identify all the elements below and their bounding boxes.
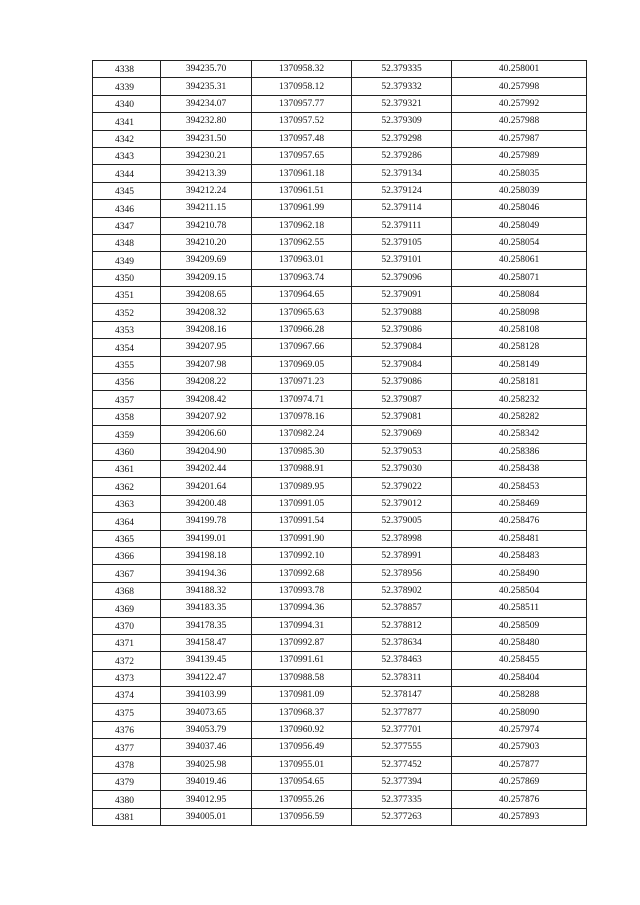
y-coordinate-cell: 1370982.24: [252, 426, 352, 443]
table-row: [93, 61, 587, 78]
latitude-cell: 52.377335: [352, 791, 452, 808]
longitude-cell: 40.258504: [452, 582, 587, 599]
latitude-cell: 52.379053: [352, 443, 452, 460]
table-row: [93, 391, 587, 408]
table-row: [93, 721, 587, 738]
longitude-cell: 40.258098: [452, 304, 587, 321]
x-coordinate-cell: 394019.46: [161, 774, 252, 791]
table-row: [93, 339, 587, 356]
latitude-cell: 52.379084: [352, 339, 452, 356]
latitude-cell: 52.378463: [352, 652, 452, 669]
longitude-cell: 40.258149: [452, 356, 587, 373]
table-row: [93, 513, 587, 530]
y-coordinate-cell: 1370957.48: [252, 130, 352, 147]
point-number-cell: 4375: [93, 704, 161, 721]
point-number-cell: 4359: [93, 426, 161, 443]
y-coordinate-cell: 1370978.16: [252, 408, 352, 425]
y-coordinate-cell: 1370991.61: [252, 652, 352, 669]
point-number-cell: 4364: [93, 513, 161, 530]
table-row: [93, 252, 587, 269]
latitude-cell: 52.379005: [352, 513, 452, 530]
y-coordinate-cell: 1370956.59: [252, 808, 352, 825]
table-row: [93, 547, 587, 564]
longitude-cell: 40.258128: [452, 339, 587, 356]
longitude-cell: 40.258490: [452, 565, 587, 582]
table-row: [93, 495, 587, 512]
latitude-cell: 52.379088: [352, 304, 452, 321]
x-coordinate-cell: 394232.80: [161, 113, 252, 130]
table-row: [93, 147, 587, 164]
latitude-cell: 52.379309: [352, 113, 452, 130]
x-coordinate-cell: 394012.95: [161, 791, 252, 808]
point-number-cell: 4380: [93, 791, 161, 808]
x-coordinate-cell: 394231.50: [161, 130, 252, 147]
point-number-cell: 4361: [93, 460, 161, 477]
table-row: [93, 95, 587, 112]
y-coordinate-cell: 1370961.51: [252, 182, 352, 199]
y-coordinate-cell: 1370993.78: [252, 582, 352, 599]
longitude-cell: 40.257974: [452, 721, 587, 738]
latitude-cell: 52.379111: [352, 217, 452, 234]
latitude-cell: 52.377452: [352, 756, 452, 773]
point-number-cell: 4340: [93, 95, 161, 112]
y-coordinate-cell: 1370989.95: [252, 478, 352, 495]
y-coordinate-cell: 1370985.30: [252, 443, 352, 460]
table-row: [93, 113, 587, 130]
x-coordinate-cell: 394207.98: [161, 356, 252, 373]
x-coordinate-cell: 394208.65: [161, 287, 252, 304]
longitude-cell: 40.258386: [452, 443, 587, 460]
point-number-cell: 4377: [93, 739, 161, 756]
latitude-cell: 52.379087: [352, 391, 452, 408]
x-coordinate-cell: 394208.22: [161, 374, 252, 391]
y-coordinate-cell: 1370994.31: [252, 617, 352, 634]
x-coordinate-cell: 394234.07: [161, 95, 252, 112]
point-number-cell: 4365: [93, 530, 161, 547]
latitude-cell: 52.379012: [352, 495, 452, 512]
latitude-cell: 52.379086: [352, 374, 452, 391]
point-number-cell: 4352: [93, 304, 161, 321]
latitude-cell: 52.379069: [352, 426, 452, 443]
x-coordinate-cell: 394212.24: [161, 182, 252, 199]
y-coordinate-cell: 1370962.55: [252, 234, 352, 251]
y-coordinate-cell: 1370960.92: [252, 721, 352, 738]
x-coordinate-cell: 394200.48: [161, 495, 252, 512]
table-row: [93, 78, 587, 95]
latitude-cell: 52.379081: [352, 408, 452, 425]
x-coordinate-cell: 394199.01: [161, 530, 252, 547]
point-number-cell: 4355: [93, 356, 161, 373]
x-coordinate-cell: 394005.01: [161, 808, 252, 825]
longitude-cell: 40.257992: [452, 95, 587, 112]
x-coordinate-cell: 394198.18: [161, 547, 252, 564]
x-coordinate-cell: 394158.47: [161, 634, 252, 651]
table-row: [93, 530, 587, 547]
latitude-cell: 52.379286: [352, 147, 452, 164]
y-coordinate-cell: 1370968.37: [252, 704, 352, 721]
table-row: [93, 426, 587, 443]
table-row: [93, 652, 587, 669]
y-coordinate-cell: 1370957.77: [252, 95, 352, 112]
longitude-cell: 40.258282: [452, 408, 587, 425]
y-coordinate-cell: 1370961.18: [252, 165, 352, 182]
x-coordinate-cell: 394210.20: [161, 234, 252, 251]
longitude-cell: 40.258455: [452, 652, 587, 669]
longitude-cell: 40.257876: [452, 791, 587, 808]
x-coordinate-cell: 394207.95: [161, 339, 252, 356]
latitude-cell: 52.379134: [352, 165, 452, 182]
x-coordinate-cell: 394208.42: [161, 391, 252, 408]
latitude-cell: 52.379124: [352, 182, 452, 199]
table-row: [93, 704, 587, 721]
point-number-cell: 4381: [93, 808, 161, 825]
table-row: [93, 478, 587, 495]
table-row: [93, 687, 587, 704]
point-number-cell: 4366: [93, 547, 161, 564]
point-number-cell: 4338: [93, 61, 161, 78]
longitude-cell: 40.257893: [452, 808, 587, 825]
latitude-cell: 52.379084: [352, 356, 452, 373]
y-coordinate-cell: 1370991.05: [252, 495, 352, 512]
x-coordinate-cell: 394202.44: [161, 460, 252, 477]
longitude-cell: 40.257877: [452, 756, 587, 773]
latitude-cell: 52.378857: [352, 600, 452, 617]
point-number-cell: 4369: [93, 600, 161, 617]
latitude-cell: 52.378812: [352, 617, 452, 634]
latitude-cell: 52.379101: [352, 252, 452, 269]
point-number-cell: 4370: [93, 617, 161, 634]
point-number-cell: 4356: [93, 374, 161, 391]
y-coordinate-cell: 1370981.09: [252, 687, 352, 704]
latitude-cell: 52.379332: [352, 78, 452, 95]
y-coordinate-cell: 1370969.05: [252, 356, 352, 373]
table-row: [93, 182, 587, 199]
y-coordinate-cell: 1370992.10: [252, 547, 352, 564]
longitude-cell: 40.258342: [452, 426, 587, 443]
x-coordinate-cell: 394053.79: [161, 721, 252, 738]
x-coordinate-cell: 394209.15: [161, 269, 252, 286]
latitude-cell: 52.379321: [352, 95, 452, 112]
x-coordinate-cell: 394139.45: [161, 652, 252, 669]
longitude-cell: 40.258404: [452, 669, 587, 686]
table-row: [93, 565, 587, 582]
latitude-cell: 52.378902: [352, 582, 452, 599]
x-coordinate-cell: 394230.21: [161, 147, 252, 164]
y-coordinate-cell: 1370965.63: [252, 304, 352, 321]
table-row: [93, 634, 587, 651]
point-number-cell: 4351: [93, 287, 161, 304]
point-number-cell: 4345: [93, 182, 161, 199]
longitude-cell: 40.258511: [452, 600, 587, 617]
table-row: [93, 739, 587, 756]
latitude-cell: 52.378991: [352, 547, 452, 564]
point-number-cell: 4357: [93, 391, 161, 408]
point-number-cell: 4347: [93, 217, 161, 234]
latitude-cell: 52.378311: [352, 669, 452, 686]
point-number-cell: 4346: [93, 200, 161, 217]
longitude-cell: 40.258288: [452, 687, 587, 704]
longitude-cell: 40.258483: [452, 547, 587, 564]
x-coordinate-cell: 394178.35: [161, 617, 252, 634]
latitude-cell: 52.377555: [352, 739, 452, 756]
point-number-cell: 4344: [93, 165, 161, 182]
latitude-cell: 52.377263: [352, 808, 452, 825]
y-coordinate-cell: 1370957.52: [252, 113, 352, 130]
x-coordinate-cell: 394204.90: [161, 443, 252, 460]
latitude-cell: 52.379086: [352, 321, 452, 338]
y-coordinate-cell: 1370961.99: [252, 200, 352, 217]
x-coordinate-cell: 394122.47: [161, 669, 252, 686]
y-coordinate-cell: 1370956.49: [252, 739, 352, 756]
x-coordinate-cell: 394194.36: [161, 565, 252, 582]
longitude-cell: 40.258509: [452, 617, 587, 634]
latitude-cell: 52.379298: [352, 130, 452, 147]
x-coordinate-cell: 394208.16: [161, 321, 252, 338]
latitude-cell: 52.379096: [352, 269, 452, 286]
point-number-cell: 4353: [93, 321, 161, 338]
x-coordinate-cell: 394025.98: [161, 756, 252, 773]
latitude-cell: 52.378147: [352, 687, 452, 704]
point-number-cell: 4379: [93, 774, 161, 791]
latitude-cell: 52.378998: [352, 530, 452, 547]
point-number-cell: 4367: [93, 565, 161, 582]
point-number-cell: 4376: [93, 721, 161, 738]
y-coordinate-cell: 1370988.58: [252, 669, 352, 686]
table-row: [93, 600, 587, 617]
latitude-cell: 52.377877: [352, 704, 452, 721]
latitude-cell: 52.379030: [352, 460, 452, 477]
longitude-cell: 40.258035: [452, 165, 587, 182]
x-coordinate-cell: 394209.69: [161, 252, 252, 269]
latitude-cell: 52.377701: [352, 721, 452, 738]
table-row: [93, 443, 587, 460]
x-coordinate-cell: 394235.31: [161, 78, 252, 95]
table-row: [93, 669, 587, 686]
y-coordinate-cell: 1370974.71: [252, 391, 352, 408]
point-number-cell: 4362: [93, 478, 161, 495]
coordinates-table-body: [93, 61, 587, 826]
point-number-cell: 4374: [93, 687, 161, 704]
x-coordinate-cell: 394208.32: [161, 304, 252, 321]
table-row: [93, 808, 587, 825]
longitude-cell: 40.258046: [452, 200, 587, 217]
x-coordinate-cell: 394183.35: [161, 600, 252, 617]
table-row: [93, 269, 587, 286]
y-coordinate-cell: 1370966.28: [252, 321, 352, 338]
point-number-cell: 4341: [93, 113, 161, 130]
point-number-cell: 4343: [93, 147, 161, 164]
longitude-cell: 40.258108: [452, 321, 587, 338]
longitude-cell: 40.258061: [452, 252, 587, 269]
point-number-cell: 4350: [93, 269, 161, 286]
table-row: [93, 374, 587, 391]
longitude-cell: 40.258481: [452, 530, 587, 547]
table-row: [93, 130, 587, 147]
table-row: [93, 756, 587, 773]
x-coordinate-cell: 394073.65: [161, 704, 252, 721]
latitude-cell: 52.379335: [352, 61, 452, 78]
table-row: [93, 234, 587, 251]
longitude-cell: 40.257869: [452, 774, 587, 791]
table-row: [93, 200, 587, 217]
point-number-cell: 4378: [93, 756, 161, 773]
latitude-cell: 52.379105: [352, 234, 452, 251]
table-row: [93, 287, 587, 304]
table-row: [93, 582, 587, 599]
table-row: [93, 321, 587, 338]
longitude-cell: 40.258084: [452, 287, 587, 304]
coordinates-table: [92, 60, 587, 826]
y-coordinate-cell: 1370958.12: [252, 78, 352, 95]
longitude-cell: 40.258469: [452, 495, 587, 512]
point-number-cell: 4358: [93, 408, 161, 425]
table-row: [93, 217, 587, 234]
longitude-cell: 40.258476: [452, 513, 587, 530]
y-coordinate-cell: 1370994.36: [252, 600, 352, 617]
y-coordinate-cell: 1370992.68: [252, 565, 352, 582]
latitude-cell: 52.378956: [352, 565, 452, 582]
x-coordinate-cell: 394210.78: [161, 217, 252, 234]
y-coordinate-cell: 1370991.90: [252, 530, 352, 547]
y-coordinate-cell: 1370991.54: [252, 513, 352, 530]
longitude-cell: 40.258453: [452, 478, 587, 495]
longitude-cell: 40.258039: [452, 182, 587, 199]
x-coordinate-cell: 394213.39: [161, 165, 252, 182]
latitude-cell: 52.379091: [352, 287, 452, 304]
point-number-cell: 4354: [93, 339, 161, 356]
longitude-cell: 40.258181: [452, 374, 587, 391]
x-coordinate-cell: 394037.46: [161, 739, 252, 756]
x-coordinate-cell: 394206.60: [161, 426, 252, 443]
longitude-cell: 40.258054: [452, 234, 587, 251]
point-number-cell: 4360: [93, 443, 161, 460]
y-coordinate-cell: 1370962.18: [252, 217, 352, 234]
longitude-cell: 40.257989: [452, 147, 587, 164]
longitude-cell: 40.257988: [452, 113, 587, 130]
x-coordinate-cell: 394103.99: [161, 687, 252, 704]
table-row: [93, 165, 587, 182]
y-coordinate-cell: 1370988.91: [252, 460, 352, 477]
y-coordinate-cell: 1370964.65: [252, 287, 352, 304]
latitude-cell: 52.379022: [352, 478, 452, 495]
latitude-cell: 52.379114: [352, 200, 452, 217]
latitude-cell: 52.378634: [352, 634, 452, 651]
point-number-cell: 4373: [93, 669, 161, 686]
point-number-cell: 4371: [93, 634, 161, 651]
x-coordinate-cell: 394201.64: [161, 478, 252, 495]
y-coordinate-cell: 1370963.74: [252, 269, 352, 286]
longitude-cell: 40.258480: [452, 634, 587, 651]
point-number-cell: 4342: [93, 130, 161, 147]
y-coordinate-cell: 1370955.26: [252, 791, 352, 808]
table-row: [93, 791, 587, 808]
x-coordinate-cell: 394235.70: [161, 61, 252, 78]
longitude-cell: 40.258090: [452, 704, 587, 721]
table-row: [93, 356, 587, 373]
x-coordinate-cell: 394188.32: [161, 582, 252, 599]
table-row: [93, 304, 587, 321]
y-coordinate-cell: 1370967.66: [252, 339, 352, 356]
x-coordinate-cell: 394199.78: [161, 513, 252, 530]
x-coordinate-cell: 394211.15: [161, 200, 252, 217]
point-number-cell: 4348: [93, 234, 161, 251]
table-row: [93, 408, 587, 425]
table-row: [93, 460, 587, 477]
y-coordinate-cell: 1370971.23: [252, 374, 352, 391]
y-coordinate-cell: 1370957.65: [252, 147, 352, 164]
longitude-cell: 40.257998: [452, 78, 587, 95]
table-row: [93, 617, 587, 634]
y-coordinate-cell: 1370992.87: [252, 634, 352, 651]
point-number-cell: 4349: [93, 252, 161, 269]
table-row: [93, 774, 587, 791]
y-coordinate-cell: 1370963.01: [252, 252, 352, 269]
x-coordinate-cell: 394207.92: [161, 408, 252, 425]
y-coordinate-cell: 1370955.01: [252, 756, 352, 773]
longitude-cell: 40.258049: [452, 217, 587, 234]
longitude-cell: 40.257903: [452, 739, 587, 756]
y-coordinate-cell: 1370954.65: [252, 774, 352, 791]
point-number-cell: 4363: [93, 495, 161, 512]
longitude-cell: 40.258438: [452, 460, 587, 477]
y-coordinate-cell: 1370958.32: [252, 61, 352, 78]
latitude-cell: 52.377394: [352, 774, 452, 791]
longitude-cell: 40.258071: [452, 269, 587, 286]
longitude-cell: 40.257987: [452, 130, 587, 147]
point-number-cell: 4372: [93, 652, 161, 669]
point-number-cell: 4339: [93, 78, 161, 95]
point-number-cell: 4368: [93, 582, 161, 599]
longitude-cell: 40.258232: [452, 391, 587, 408]
longitude-cell: 40.258001: [452, 61, 587, 78]
